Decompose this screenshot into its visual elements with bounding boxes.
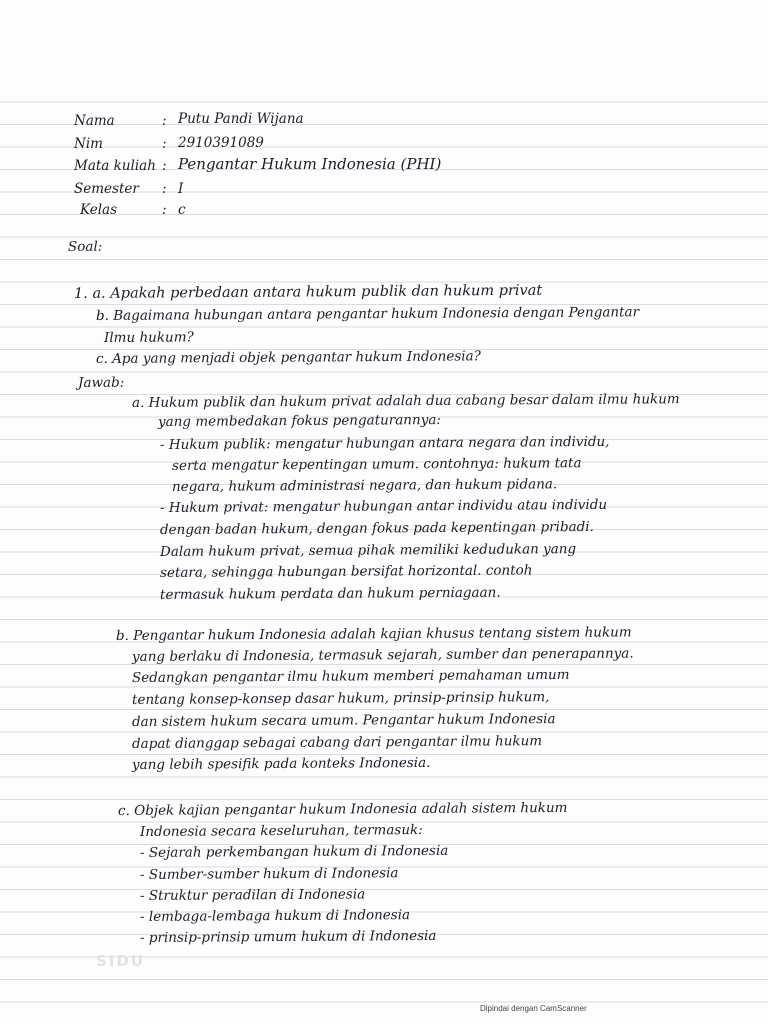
kelas-value: c <box>178 202 186 218</box>
answer-a-line: - Hukum privat: mengatur hubungan antar individu atau individu <box>159 496 608 516</box>
mata-kuliah-label: Mata kuliah <box>74 158 156 174</box>
answer-a-line: - Hukum publik: mengatur hubungan antara negara dan individu, <box>159 433 610 453</box>
answer-c-line: Indonesia secara keseluruhan, termasuk: <box>139 822 423 840</box>
answer-a-line: yang membedakan fokus pengaturannya: <box>157 412 441 430</box>
semester-value: I <box>178 181 184 197</box>
question-b: b. Bagaimana hubungan antara pengantar hukum Indonesia dengan Pengantar <box>95 304 640 324</box>
mata-kuliah-value: Pengantar Hukum Indonesia (PHI) <box>178 155 442 173</box>
answer-b-line: yang lebih spesifik pada konteks Indonesia. <box>131 754 431 773</box>
nim-label: Nim <box>74 136 103 152</box>
answer-c-line: c. Objek kajian pengantar hukum Indonesia adalah sistem hukum <box>117 799 568 819</box>
answer-a-line: serta mengatur kepentingan umum. contohnya: hukum tata <box>171 455 582 474</box>
answer-a-line: dengan badan hukum, dengan fokus pada kepentingan pribadi. <box>159 518 594 538</box>
colon: : <box>162 202 167 218</box>
soal-label: Soal: <box>67 238 103 255</box>
nama-value: Putu Pandi Wijana <box>178 111 304 127</box>
question-b-cont: Ilmu hukum? <box>103 329 194 346</box>
answer-a-line: Dalam hukum privat, semua pihak memiliki kedudukan yang <box>159 541 577 560</box>
jawab-label: Jawab: <box>77 374 125 391</box>
answer-b-line: yang berlaku di Indonesia, termasuk sejarah, sumber dan penerapannya. <box>131 645 634 665</box>
nama-label: Nama <box>74 113 115 129</box>
answer-c-line: - Sejarah perkembangan hukum di Indonesia <box>139 842 449 861</box>
answer-b-line: Sedangkan pengantar ilmu hukum memberi pemahaman umum <box>131 666 570 686</box>
answer-a-line: negara, hukum administrasi negara, dan hukum pidana. <box>171 476 558 495</box>
paper-brand-watermark: SIDU <box>96 952 146 970</box>
answer-b-line: tentang konsep-konsep dasar hukum, prinsip-prinsip hukum, <box>131 689 550 708</box>
colon: : <box>162 181 167 197</box>
nim-value: 2910391089 <box>178 135 264 151</box>
colon: : <box>162 136 167 152</box>
semester-label: Semester <box>74 181 139 197</box>
kelas-label: Kelas <box>80 202 118 218</box>
answer-b-line: b. Pengantar hukum Indonesia adalah kajian khusus tentang sistem hukum <box>115 624 632 644</box>
answer-c-line: - Struktur peradilan di Indonesia <box>139 886 366 904</box>
answer-c-line: - Sumber-sumber hukum di Indonesia <box>139 865 399 883</box>
question-a: 1. a. Apakah perbedaan antara hukum publik dan hukum privat <box>73 282 543 302</box>
question-c: c. Apa yang menjadi objek pengantar hukum Indonesia? <box>95 348 481 367</box>
colon: : <box>162 113 167 129</box>
scanner-footer: Dipindai dengan CamScanner <box>480 1004 587 1013</box>
answer-c-line: - lembaga-lembaga hukum di Indonesia <box>139 907 411 925</box>
answer-a-line: termasuk hukum perdata dan hukum perniagaan. <box>159 584 501 603</box>
answer-c-line: - prinsip-prinsip umum hukum di Indonesia <box>139 927 437 946</box>
answer-a-line: a. Hukum publik dan hukum privat adalah dua cabang besar dalam ilmu hukum <box>131 391 680 411</box>
answer-a-line: setara, sehingga hubungan bersifat horizontal. contoh <box>159 562 533 581</box>
colon: : <box>162 158 167 174</box>
answer-b-line: dapat dianggap sebagai cabang dari pengantar ilmu hukum <box>131 733 543 752</box>
answer-b-line: dan sistem hukum secara umum. Pengantar hukum Indonesia <box>131 711 556 730</box>
